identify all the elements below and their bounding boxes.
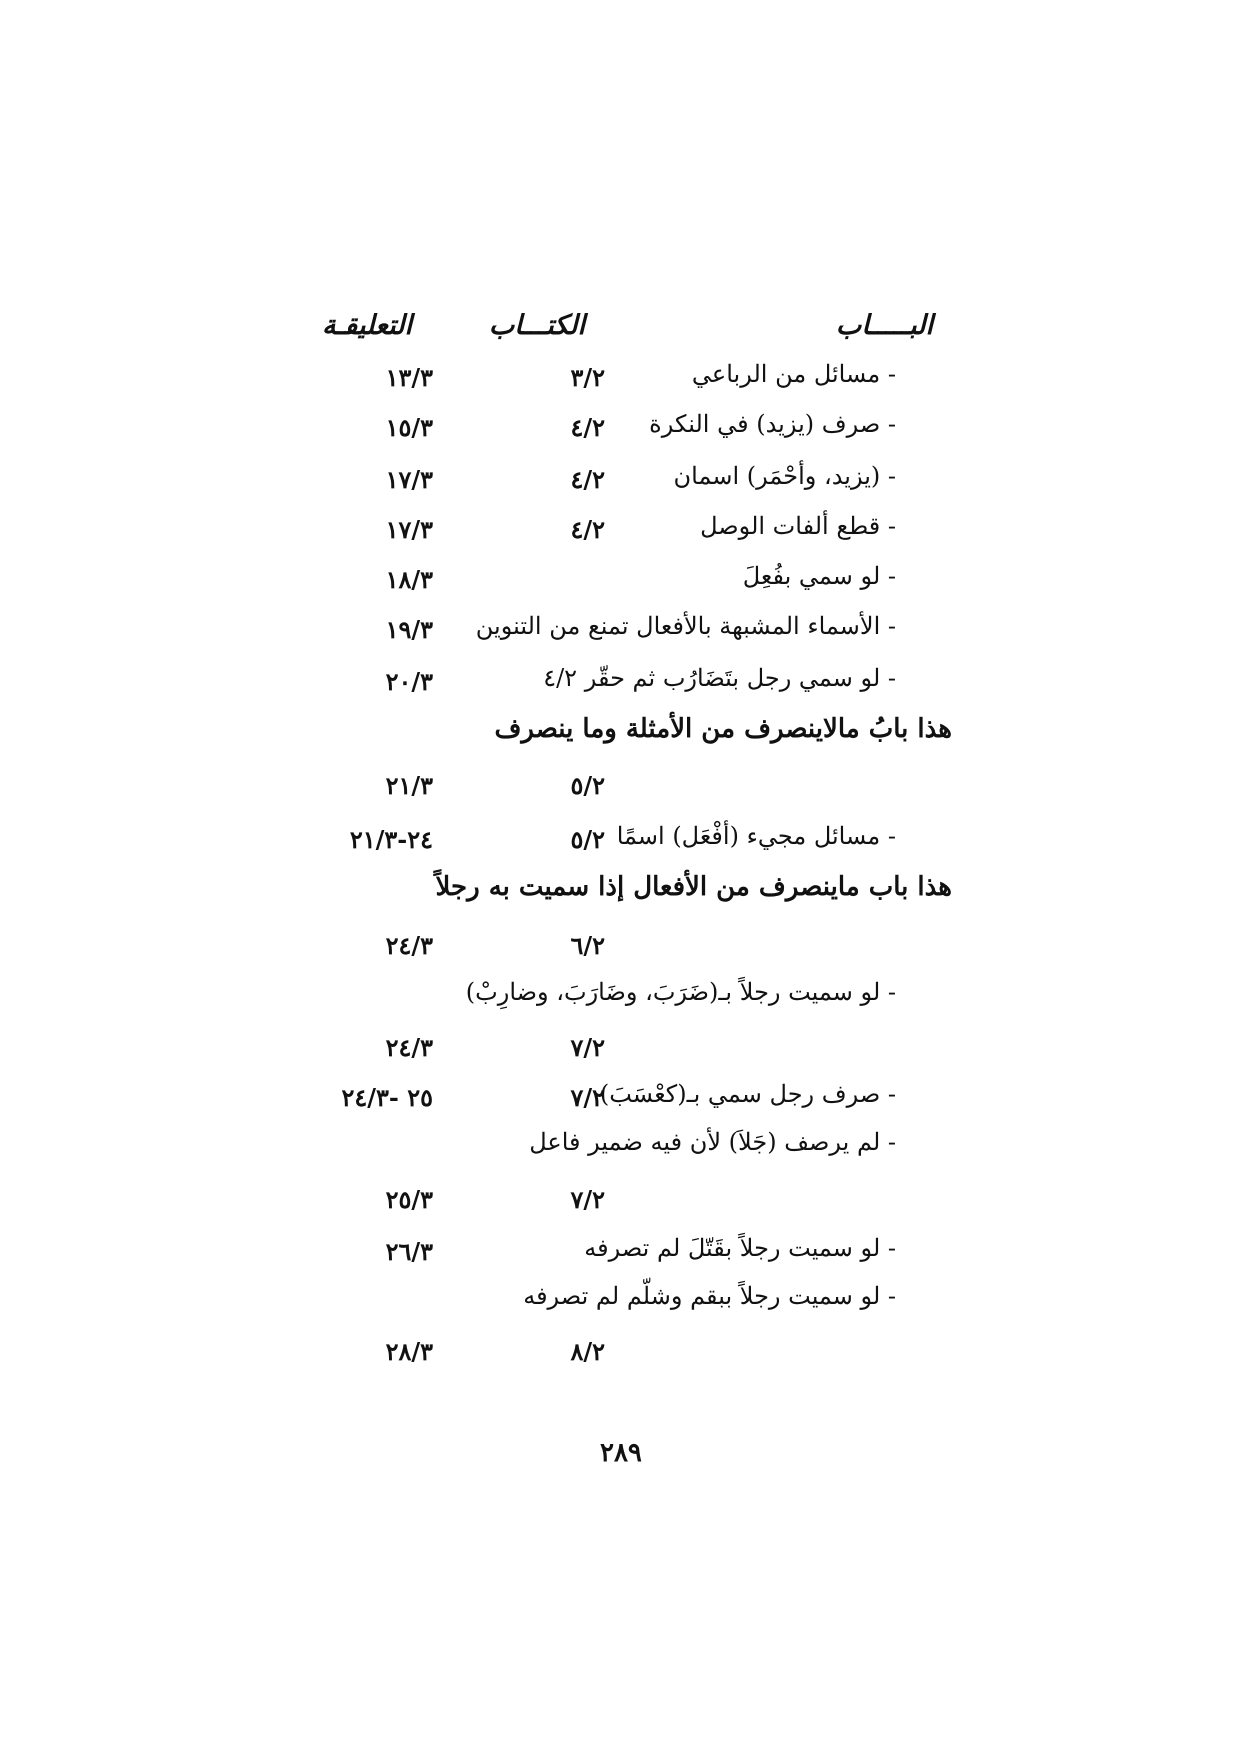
row-taliqa-ref: ١٣/٣ bbox=[385, 363, 433, 392]
row-entry: - مسائل مجيء (أفْعَل) اسمًا bbox=[616, 822, 896, 850]
row-entry: - لو سميت رجلاً بقَتّلَ لم تصرفه bbox=[584, 1234, 896, 1262]
row-entry: - لو سمي رجل بتَضَارُب ثم حقّر ٤/٢ bbox=[543, 664, 896, 692]
row-kitab-ref: ٧/٢ bbox=[570, 1033, 605, 1062]
row-kitab-ref: ٦/٢ bbox=[570, 931, 605, 960]
row-taliqa-ref: ١٨/٣ bbox=[385, 565, 433, 594]
row-taliqa-ref: ٢٤/٣ bbox=[385, 931, 433, 960]
row-taliqa-ref: ٢٤/٣ bbox=[385, 1033, 433, 1062]
row-kitab-ref: ٤/٢ bbox=[570, 465, 605, 494]
row-entry: - صرف (يزيد) في النكرة bbox=[649, 410, 896, 438]
row-kitab-ref: ٧/٢ bbox=[570, 1185, 605, 1214]
row-kitab-ref: ٣/٢ bbox=[570, 363, 605, 392]
header-kitab: الكتـــاب bbox=[488, 310, 585, 341]
row-entry: - لم يرصف (جَلاَ) لأن فيه ضمير فاعل bbox=[529, 1128, 896, 1156]
row-taliqa-ref: ١٥/٣ bbox=[385, 413, 433, 442]
section-heading: هذا باب ماينصرف من الأفعال إذا سميت به رجلاً bbox=[435, 872, 952, 902]
row-taliqa-ref: ١٧/٣ bbox=[385, 465, 433, 494]
row-taliqa-ref: ٢٥/٣ bbox=[385, 1185, 433, 1214]
section-heading: هذا بابُ مالاينصرف من الأمثلة وما ينصرف bbox=[494, 714, 952, 744]
row-entry: - لو سمي بفُعِلَ bbox=[742, 562, 896, 590]
row-kitab-ref: ٥/٢ bbox=[570, 771, 605, 800]
row-taliqa-ref: ٢١/٣ bbox=[385, 771, 433, 800]
page-number: ٢٨٩ bbox=[600, 1438, 642, 1468]
row-entry: - لو سميت رجلاً بـ(ضَرَبَ، وضَارَبَ، وضارِبْ) bbox=[465, 978, 896, 1006]
row-taliqa-ref: ٢٨/٣ bbox=[385, 1337, 433, 1366]
row-entry: - صرف رجل سمي بـ(كعْسَبَ) bbox=[599, 1080, 896, 1108]
row-taliqa-ref: ٢٦/٣ bbox=[385, 1237, 433, 1266]
row-taliqa-ref: ٢٥ -٢٤/٣ bbox=[341, 1083, 433, 1112]
header-bab: البـــــاب bbox=[835, 310, 933, 341]
header-taliqa: التعليقـة bbox=[321, 310, 412, 341]
row-taliqa-ref: ٢٤-٢١/٣ bbox=[349, 825, 433, 854]
row-taliqa-ref: ١٧/٣ bbox=[385, 515, 433, 544]
row-entry: - مسائل من الرباعي bbox=[691, 360, 896, 388]
row-taliqa-ref: ٢٠/٣ bbox=[385, 667, 433, 696]
row-kitab-ref: ٤/٢ bbox=[570, 515, 605, 544]
row-entry: - الأسماء المشبهة بالأفعال تمنع من التنوين bbox=[475, 612, 896, 640]
row-entry: - لو سميت رجلاً ببقم وشلّم لم تصرفه bbox=[523, 1282, 896, 1310]
row-taliqa-ref: ١٩/٣ bbox=[385, 615, 433, 644]
row-kitab-ref: ٨/٢ bbox=[570, 1337, 605, 1366]
row-kitab-ref: ٤/٢ bbox=[570, 413, 605, 442]
row-kitab-ref: ٧/٢ bbox=[570, 1083, 605, 1112]
row-entry: - (يزيد، وأحْمَر) اسمان bbox=[673, 462, 896, 490]
row-entry: - قطع ألفات الوصل bbox=[700, 512, 896, 540]
row-kitab-ref: ٥/٢ bbox=[570, 825, 605, 854]
